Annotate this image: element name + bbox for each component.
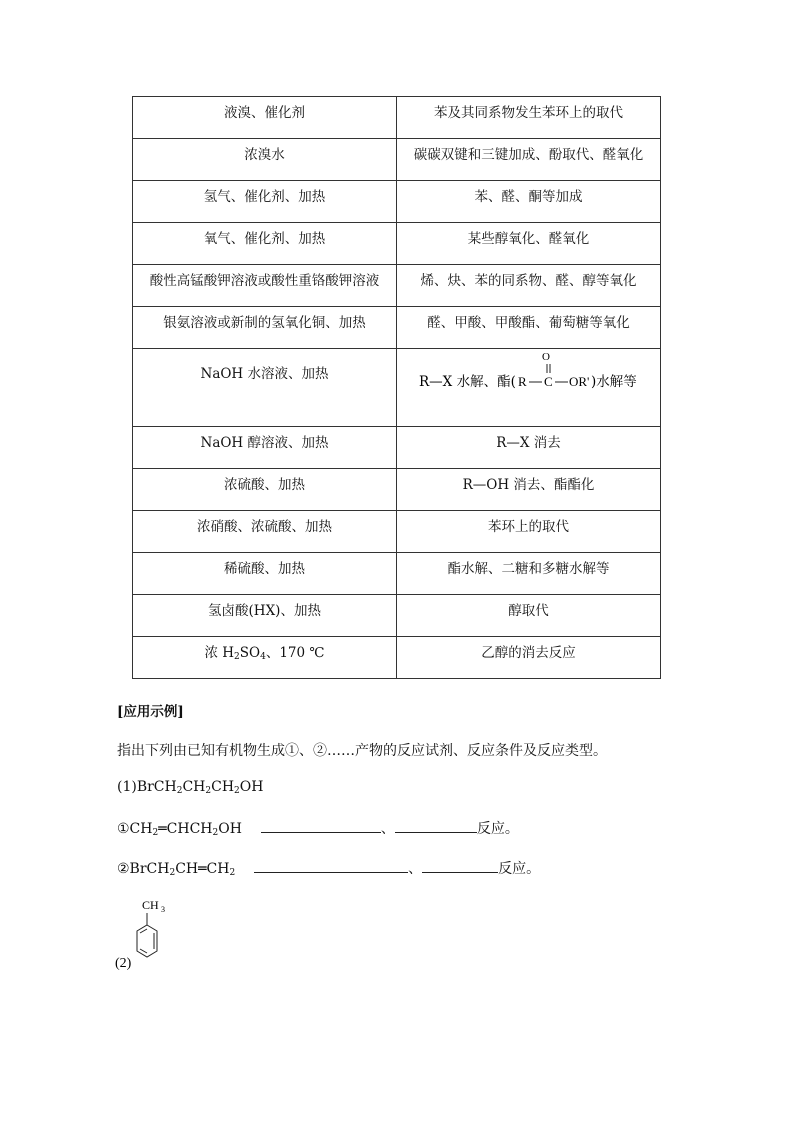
answer-blank-reagent[interactable]: [261, 818, 381, 833]
table-row: [133, 139, 661, 181]
ester-r-text: R: [518, 374, 527, 389]
ester-o-text: O: [542, 351, 550, 363]
condition-cell: 浓溴水: [133, 139, 397, 181]
formula-part: OH: [218, 821, 242, 837]
formula-part: CH: [211, 779, 235, 795]
subscript: 2: [176, 786, 183, 796]
condition-text: NaOH 水溶液、加热: [200, 366, 329, 382]
instruction-text: 指出下列由已知有机物生成①、②……产物的反应试剂、反应条件及反应类型。: [117, 743, 607, 759]
subscript: 2: [212, 828, 219, 838]
ester-or-text: OR': [569, 374, 590, 389]
formula-part: ①CH: [117, 821, 153, 837]
reaction-cell: 苯、醛、酮等加成: [397, 181, 661, 223]
table-row: [133, 223, 661, 265]
reaction-cell: R—OH 消去、酯酯化: [397, 469, 661, 511]
subscript: 2: [152, 828, 159, 838]
reaction-cell: 酯水解、二糖和多糖水解等: [397, 553, 661, 595]
formula-part: SO: [239, 645, 261, 661]
question-1: [117, 779, 263, 796]
answer-blank-type[interactable]: [422, 858, 498, 873]
subscript: 2: [234, 652, 240, 662]
table-row: [133, 637, 661, 679]
reagent-condition-table: [132, 96, 661, 679]
answer-blank-type[interactable]: [395, 818, 477, 833]
reaction-cell: 醇取代: [397, 595, 661, 637]
table-row: [133, 595, 661, 637]
ester-c-text: C: [544, 374, 553, 389]
question-1-item-1: [117, 818, 519, 838]
subscript: 2: [169, 868, 176, 878]
reaction-cell: R—X 消去: [397, 427, 661, 469]
reaction-cell: 苯及其同系物发生苯环上的取代: [397, 97, 661, 139]
reaction-cell: 乙醇的消去反应: [397, 637, 661, 679]
table-row: [133, 349, 661, 427]
toluene-structure: [112, 895, 182, 975]
reaction-suffix: 反应。: [498, 861, 541, 877]
question-2-label: (2): [115, 956, 132, 971]
reaction-cell: 烯、炔、苯的同系物、醛、醇等氧化: [397, 265, 661, 307]
separator: 、: [380, 821, 395, 837]
subscript: 2: [234, 786, 240, 796]
condition-cell: [133, 349, 397, 427]
separator: 、: [408, 861, 423, 877]
formula-part: (1)BrCH: [117, 779, 177, 795]
table-row: [133, 265, 661, 307]
methyl-label: CH: [142, 898, 159, 912]
condition-cell: 稀硫酸、加热: [133, 553, 397, 595]
reaction-cell: 醛、甲酸、甲酸酯、葡萄糖等氧化: [397, 307, 661, 349]
table-row: [133, 469, 661, 511]
table-row: [133, 427, 661, 469]
condition-cell: [133, 637, 397, 679]
methyl-subscript: 3: [161, 905, 165, 914]
ester-formula: [397, 349, 660, 426]
reaction-cell: 某些醇氧化、醛氧化: [397, 223, 661, 265]
condition-cell: 银氨溶液或新制的氢氧化铜、加热: [133, 307, 397, 349]
question-1-item-2: [117, 858, 540, 878]
condition-cell: 酸性高锰酸钾溶液或酸性重铬酸钾溶液: [133, 265, 397, 307]
condition-cell: 氧气、催化剂、加热: [133, 223, 397, 265]
formula-part: ②BrCH: [117, 861, 170, 877]
formula-part: ═CHCH: [158, 821, 213, 837]
formula-part: 浓 H: [204, 645, 235, 661]
ester-suffix-text: )水解等: [591, 374, 637, 390]
formula-part: 、170 ℃: [265, 645, 325, 661]
subscript: 2: [205, 786, 212, 796]
table-row: [133, 97, 661, 139]
table-row: [133, 511, 661, 553]
table-row: [133, 553, 661, 595]
condition-cell: NaOH 醇溶液、加热: [133, 427, 397, 469]
formula-part: CH═CH: [175, 861, 230, 877]
subscript: 4: [260, 652, 266, 662]
formula-part: OH: [239, 779, 264, 795]
table-row: [133, 181, 661, 223]
subscript: 2: [229, 868, 236, 878]
condition-cell: 浓硝酸、浓硫酸、加热: [133, 511, 397, 553]
condition-cell: 氢卤酸(HX)、加热: [133, 595, 397, 637]
reaction-suffix: 反应。: [476, 821, 519, 837]
condition-cell: 氢气、催化剂、加热: [133, 181, 397, 223]
section-title: [应用示例]: [117, 704, 184, 720]
condition-cell: 液溴、催化剂: [133, 97, 397, 139]
ester-prefix-text: R—X 水解、酯(: [419, 374, 516, 390]
ester-structure-drawing: [397, 349, 661, 416]
formula-part: CH: [182, 779, 206, 795]
inner-double-bond: [140, 949, 147, 953]
answer-blank-reagent[interactable]: [254, 858, 408, 873]
table-row: [133, 307, 661, 349]
reaction-cell-ester: [397, 349, 661, 427]
reaction-cell: 苯环上的取代: [397, 511, 661, 553]
condition-cell: 浓硫酸、加热: [133, 469, 397, 511]
reaction-cell: 碳碳双键和三键加成、酚取代、醛氧化: [397, 139, 661, 181]
inner-double-bond: [140, 929, 147, 933]
